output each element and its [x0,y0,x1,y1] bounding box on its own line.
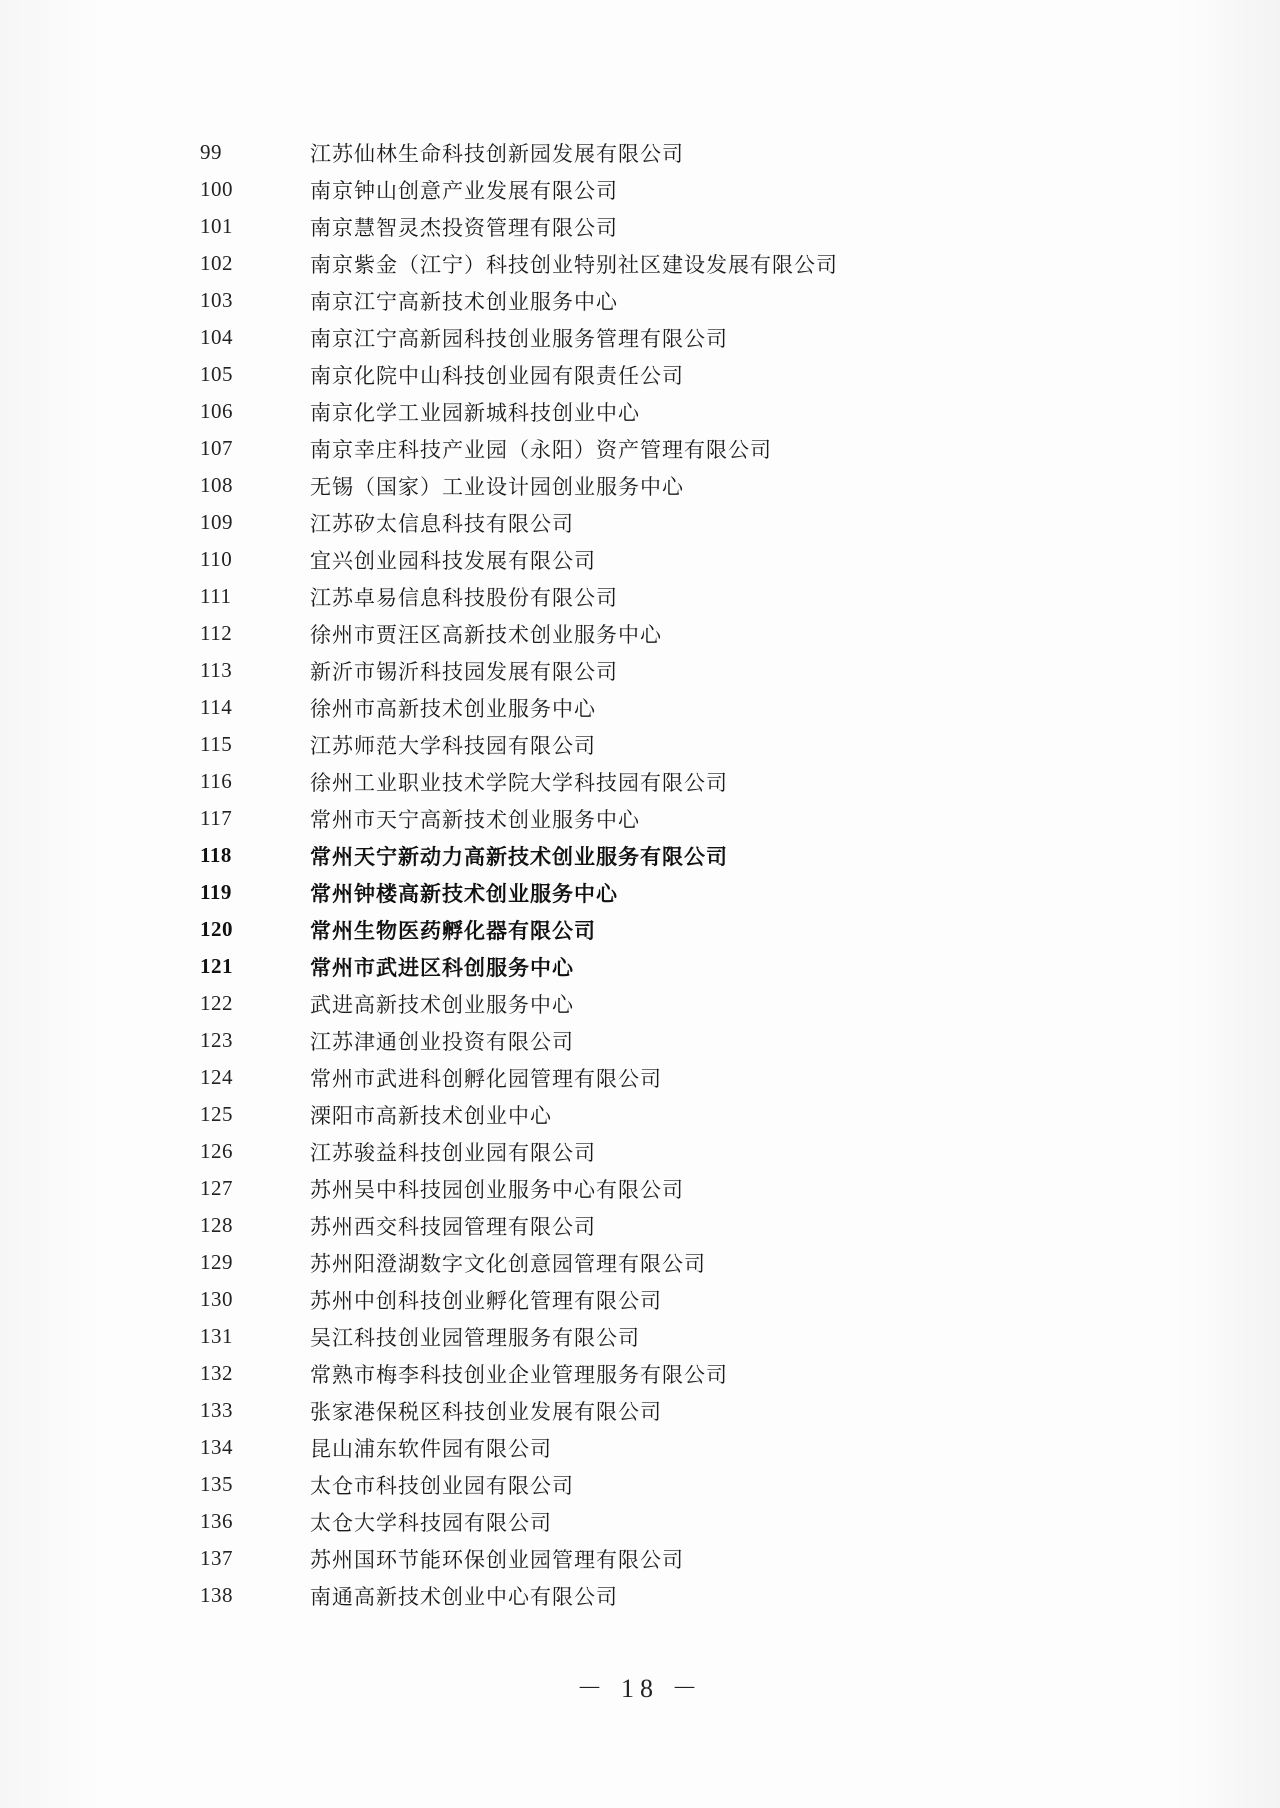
company-name: 常州生物医药孵化器有限公司 [310,917,596,943]
company-name: 张家港保税区科技创业发展有限公司 [310,1399,662,1424]
item-number: 103 [200,288,233,312]
list-item [200,1355,1100,1392]
item-number: 135 [200,1472,233,1496]
item-number: 124 [200,1065,233,1089]
company-name: 徐州市高新技术创业服务中心 [310,696,596,721]
company-name: 吴江科技创业园管理服务有限公司 [310,1325,640,1350]
list-item [200,430,1100,467]
item-number: 123 [200,1028,233,1052]
company-name: 宜兴创业园科技发展有限公司 [310,548,596,573]
item-number: 112 [200,621,233,645]
company-name: 江苏师范大学科技园有限公司 [310,733,596,758]
item-number: 118 [200,843,232,867]
company-name: 无锡（国家）工业设计园创业服务中心 [310,474,684,499]
list-item [200,615,1100,652]
company-name: 南京幸庄科技产业园（永阳）资产管理有限公司 [310,437,772,462]
item-number: 115 [200,732,233,756]
list-item [200,1466,1100,1503]
company-name: 武进高新技术创业服务中心 [310,992,574,1017]
company-name: 苏州国环节能环保创业园管理有限公司 [310,1547,684,1572]
company-name: 江苏骏益科技创业园有限公司 [310,1140,596,1165]
list-item [200,245,1100,282]
company-name: 南京化学工业园新城科技创业中心 [310,400,640,425]
list-item [200,282,1100,319]
company-name: 常州市武进区科创服务中心 [310,954,574,980]
list-item [200,652,1100,689]
list-item [200,1096,1100,1133]
list-item [200,1133,1100,1170]
company-name: 常熟市梅李科技创业企业管理服务有限公司 [310,1362,728,1387]
list-item [200,1022,1100,1059]
list-item [200,393,1100,430]
list-item [200,1281,1100,1318]
item-number: 100 [200,177,233,201]
item-number: 108 [200,473,233,497]
item-number: 114 [200,695,233,719]
item-number: 129 [200,1250,233,1274]
list-item [200,171,1100,208]
company-name: 新沂市锡沂科技园发展有限公司 [310,659,618,684]
company-name: 太仓大学科技园有限公司 [310,1510,552,1535]
list-item [200,1170,1100,1207]
company-name: 苏州吴中科技园创业服务中心有限公司 [310,1177,684,1202]
item-number: 138 [200,1583,233,1607]
company-name: 南通高新技术创业中心有限公司 [310,1584,618,1609]
item-number: 126 [200,1139,233,1163]
list-item [200,763,1100,800]
list-item [200,134,1100,171]
company-name: 江苏矽太信息科技有限公司 [310,511,574,536]
company-name: 溧阳市高新技术创业中心 [310,1103,552,1128]
list-item [200,1503,1100,1540]
company-name: 江苏津通创业投资有限公司 [310,1029,574,1054]
company-name: 南京化院中山科技创业园有限责任公司 [310,363,684,388]
item-number: 106 [200,399,233,423]
company-name: 江苏卓易信息科技股份有限公司 [310,585,618,610]
item-number: 105 [200,362,233,386]
item-number: 133 [200,1398,233,1422]
item-number: 109 [200,510,233,534]
item-number: 117 [200,806,233,830]
list-item [200,319,1100,356]
item-number: 137 [200,1546,233,1570]
item-number: 102 [200,251,233,275]
list-item [200,689,1100,726]
list-item [200,985,1100,1022]
company-name: 常州天宁新动力高新技术创业服务有限公司 [310,843,728,869]
company-name: 太仓市科技创业园有限公司 [310,1473,574,1498]
company-name: 常州钟楼高新技术创业服务中心 [310,880,618,906]
list-item [200,208,1100,245]
list-item [200,1392,1100,1429]
company-name: 南京慧智灵杰投资管理有限公司 [310,215,618,240]
company-name: 徐州工业职业技术学院大学科技园有限公司 [310,770,728,795]
item-number: 132 [200,1361,233,1385]
item-number: 107 [200,436,233,460]
item-number: 122 [200,991,233,1015]
company-list [200,134,1100,1614]
company-name: 南京江宁高新园科技创业服务管理有限公司 [310,326,728,351]
item-number: 99 [200,140,222,164]
list-item [200,504,1100,541]
item-number: 110 [200,547,233,571]
list-item [200,1540,1100,1577]
company-name: 南京江宁高新技术创业服务中心 [310,289,618,314]
company-name: 常州市天宁高新技术创业服务中心 [310,807,640,832]
list-item [200,1318,1100,1355]
item-number: 130 [200,1287,233,1311]
item-number: 111 [200,584,232,608]
item-number: 121 [200,954,233,978]
list-item [200,541,1100,578]
item-number: 104 [200,325,233,349]
list-item [200,948,1100,985]
item-number: 134 [200,1435,233,1459]
list-item [200,356,1100,393]
item-number: 116 [200,769,233,793]
list-item [200,837,1100,874]
company-name: 苏州中创科技创业孵化管理有限公司 [310,1288,662,1313]
item-number: 119 [200,880,232,904]
item-number: 136 [200,1509,233,1533]
list-item [200,578,1100,615]
list-item [200,911,1100,948]
item-number: 131 [200,1324,233,1348]
item-number: 125 [200,1102,233,1126]
company-name: 江苏仙林生命科技创新园发展有限公司 [310,141,684,166]
company-name: 常州市武进科创孵化园管理有限公司 [310,1066,662,1091]
company-name: 苏州西交科技园管理有限公司 [310,1214,596,1239]
list-item [200,467,1100,504]
company-name: 南京钟山创意产业发展有限公司 [310,178,618,203]
company-name: 昆山浦东软件园有限公司 [310,1436,552,1461]
list-item [200,1207,1100,1244]
list-item [200,800,1100,837]
item-number: 128 [200,1213,233,1237]
list-item [200,1244,1100,1281]
item-number: 101 [200,214,233,238]
item-number: 120 [200,917,233,941]
list-item [200,874,1100,911]
company-name: 徐州市贾汪区高新技术创业服务中心 [310,622,662,647]
list-item [200,1059,1100,1096]
list-item [200,1577,1100,1614]
list-item [200,1429,1100,1466]
company-name: 苏州阳澄湖数字文化创意园管理有限公司 [310,1251,706,1276]
item-number: 127 [200,1176,233,1200]
item-number: 113 [200,658,233,682]
page-number: － 18 － [576,1674,704,1703]
list-item [200,726,1100,763]
company-name: 南京紫金（江宁）科技创业特别社区建设发展有限公司 [310,252,838,277]
